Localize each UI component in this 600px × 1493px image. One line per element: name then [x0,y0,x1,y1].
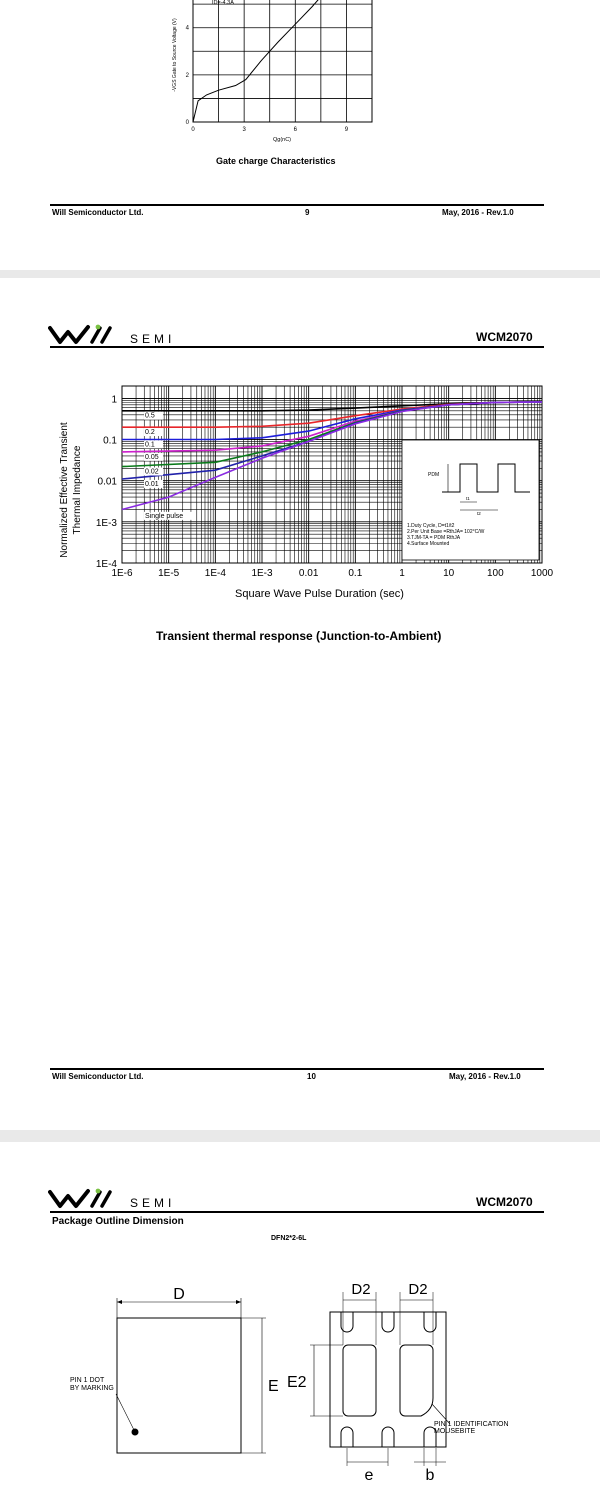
gate-charge-curve [193,0,323,122]
page-10 [0,278,600,1130]
th-ylabel-2: Thermal Impedance [72,445,83,535]
th-xtick: 1E-6 [111,568,133,579]
section-title: Package Outline Dimension [52,1216,184,1227]
dim-D: D [173,1286,185,1303]
th-series-label: 0.05 [145,453,159,461]
page-11 [0,1142,600,1493]
footer-company: Will Semiconductor Ltd. [52,208,144,217]
th-series-label: 0.5 [145,412,155,420]
footer-company: Will Semiconductor Ltd. [52,1072,144,1081]
gc-ytick: 2 [185,72,189,79]
gc-frame [193,0,372,122]
pin1-id-label-2: MOUSEBITE [434,1428,476,1435]
th-inset-t2: t2 [477,511,481,516]
thermal-chart [0,278,600,618]
gc-annotation: ID=-4.3A [212,0,234,6]
footer-date: May, 2016 - Rev.1.0 [442,208,514,217]
th-series-label: 0.01 [145,480,159,488]
dim-e: e [364,1467,374,1484]
thermal-title: Transient thermal response (Junction-to-Ambient) [156,629,442,643]
th-series-label: 0.1 [145,441,155,449]
th-xtick: 1000 [530,568,554,579]
gc-ytick: 4 [185,25,189,32]
th-series-label: 0.02 [145,468,159,476]
th-inset-note: 1.Duty Cycle, D=t1/t2 [407,523,455,529]
gc-xlabel: Qg(nC) [272,137,292,143]
th-xtick: 0.01 [298,568,319,579]
gc-ylabel: -VGS Gate to Source Voltage (V) [172,18,178,92]
pin1-id-label-1: PIN 1 IDENTIFICATION [434,1421,509,1428]
th-inset-note: 3.TJM-TA = PDM RthJA [407,535,461,541]
th-inset-note: 2.Per Unit Base =RthJA= 102°C/W [407,529,485,535]
th-xtick: 1 [399,568,405,579]
gc-ytick: 0 [185,120,189,126]
dim-E2: E2 [287,1374,307,1391]
gc-xtick: 9 [344,127,349,133]
dim-b: b [425,1467,435,1484]
footer-rule [50,1068,544,1070]
th-xtick: 100 [486,568,504,579]
th-xtick: 10 [443,568,455,579]
th-ytick: 0.1 [103,435,117,447]
thermal-xlabel: Square Wave Pulse Duration (sec) [235,588,404,600]
footer-date: May, 2016 - Rev.1.0 [449,1072,521,1081]
th-xtick: 1E-5 [158,568,180,579]
th-xtick: 1E-4 [204,568,226,579]
page-9 [0,0,600,270]
th-xtick: 0.1 [348,568,363,579]
gate-charge-chart [0,0,600,150]
gc-xtick: 6 [293,127,297,133]
package-name: DFN2*2-6L [271,1235,307,1242]
pin1-dot-label-1: PIN 1 DOT [70,1377,105,1384]
dim-E: E [268,1378,279,1395]
part-number: WCM2070 [476,1195,533,1209]
th-ytick: 1E-3 [95,517,117,529]
footer-rule [50,204,544,206]
th-series-label: 0.2 [145,429,155,437]
th-ytick: 1E-4 [95,559,117,570]
logo-text: SEMI [130,332,176,346]
th-series-label: Single pulse [145,512,184,520]
th-xtick: 1E-3 [251,568,273,579]
pin1-dot-label-2: BY MARKING [70,1385,114,1392]
th-inset-t1: t1 [466,496,470,501]
part-number: WCM2070 [476,330,533,344]
footer-page: 10 [307,1072,316,1081]
dim-D2-right: D2 [408,1281,428,1298]
gate-charge-title: Gate charge Characteristics [216,156,336,166]
footer-page: 9 [305,208,310,217]
logo-text: SEMI [130,1196,176,1210]
th-ytick: 0.01 [97,476,117,488]
th-ylabel-1: Normalized Effective Transient [59,422,70,558]
th-inset-note: 4.Surface Mounted [407,541,450,547]
gc-xtick: 3 [242,127,246,133]
gc-xtick: 0 [191,127,195,133]
package-outline-drawing [0,1142,600,1493]
dim-D2-left: D2 [351,1281,371,1298]
th-ytick: 1 [111,394,117,406]
th-inset-pdm: PDM [428,472,440,478]
